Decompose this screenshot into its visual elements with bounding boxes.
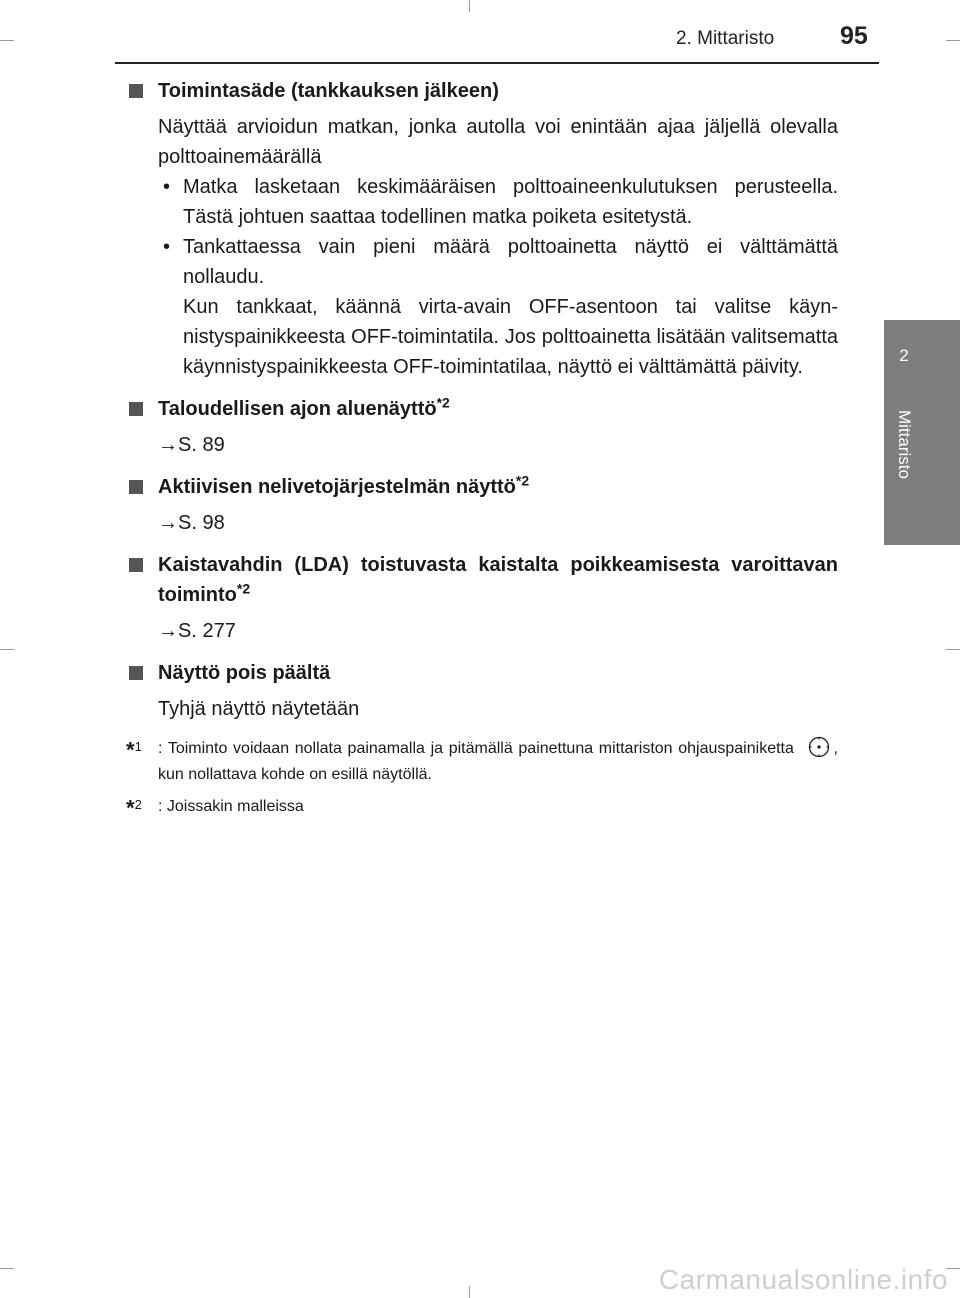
- heading-text: Kaistavahdin (LDA) toistuvasta kaistalta poikkeamisesta varoittavan toiminto: [158, 554, 838, 606]
- select-button-icon: [808, 736, 830, 758]
- list-item: [158, 172, 838, 232]
- crop-mark: [946, 40, 960, 41]
- heading-text: Näyttö pois päältä: [158, 662, 331, 684]
- square-bullet-icon: [129, 84, 143, 98]
- crop-mark: [0, 40, 14, 41]
- page-reference: →S. 89: [158, 434, 225, 456]
- watermark-url: Carmanualsonline.info: [658, 1264, 948, 1295]
- section-heading-awd: [126, 472, 838, 502]
- section-heading-eco: [126, 394, 838, 424]
- footnote-ref: *2: [436, 394, 450, 411]
- crop-mark: [0, 1268, 14, 1269]
- header-rule: [115, 62, 879, 64]
- square-bullet-icon: [129, 402, 143, 416]
- heading-text: Toimintasäde (tankkauksen jälkeen): [158, 80, 499, 102]
- section-heading-lda: [126, 550, 838, 610]
- footnote-text: : Toiminto voidaan nollata painamalla ja pitämällä painettuna mittariston ohjauspainiketta: [158, 740, 794, 757]
- heading-text: Aktiivisen nelivetojärjestelmän näyttö: [158, 476, 516, 498]
- footnote-marker: *$^2$: [126, 795, 142, 821]
- crop-mark: [946, 649, 960, 650]
- page-number: 95: [840, 22, 868, 50]
- footnote-text: : Joissakin malleissa: [158, 798, 304, 815]
- page-reference: →S. 277: [158, 620, 236, 642]
- footnote-2: [126, 794, 838, 820]
- crop-mark: [469, 0, 470, 12]
- off-description: Tyhjä näyttö näytetään: [158, 698, 360, 720]
- range-description: Näyttää arvioidun matkan, jonka autolla voi enintään ajaa jäljellä olevalla polttoainemäärällä: [158, 116, 838, 168]
- bullet-text: Matka lasketaan keskimääräisen polttoaineenkulutuksen perusteella. Tästä johtuen saattaa todellinen matka poiketa esitetystä.: [183, 176, 838, 228]
- crop-mark: [946, 1268, 960, 1269]
- chapter-number: 2: [899, 346, 909, 365]
- list-item: [158, 232, 838, 382]
- bullet-text: Tankattaessa vain pieni määrä polttoainetta näyttö ei välttämättä nollaudu.: [183, 236, 838, 288]
- chapter-label: Mittaristo: [895, 410, 914, 479]
- section-heading-range: [126, 76, 838, 106]
- footnote-ref: *2: [236, 580, 251, 597]
- crop-mark: [0, 649, 14, 650]
- bullet-icon: •: [163, 236, 171, 258]
- section-heading-off: [126, 658, 838, 688]
- footnote-text-continued: , kun nollattava kohde on esillä näytöllä.: [158, 740, 838, 783]
- chapter-side-tab: [884, 320, 960, 545]
- page-content: [126, 76, 838, 820]
- range-notes-list: [126, 172, 838, 382]
- page-reference: →S. 98: [158, 512, 225, 534]
- square-bullet-icon: [129, 558, 143, 572]
- footnote-1: [126, 736, 838, 788]
- bullet-icon: •: [163, 176, 171, 198]
- footnote-ref: *2: [515, 472, 530, 489]
- heading-text: Taloudellisen ajon aluenäyttö: [158, 398, 437, 420]
- crop-mark: [469, 1286, 470, 1298]
- square-bullet-icon: [129, 480, 143, 494]
- bullet-continuation: Kun tankkaat, käännä virta-avain OFF-asentoon tai valitse käynnistyspainikkeesta OFF-toimintatila. Jos polttoainetta lisätään valitsematta käynnistyspainikkeesta OFF-toimintatilaa, näyttö ei välttämättä päivity.: [183, 296, 838, 378]
- running-header-section: 2. Mittaristo: [676, 28, 775, 49]
- square-bullet-icon: [129, 666, 143, 680]
- footnote-marker: *$^1$: [126, 737, 142, 763]
